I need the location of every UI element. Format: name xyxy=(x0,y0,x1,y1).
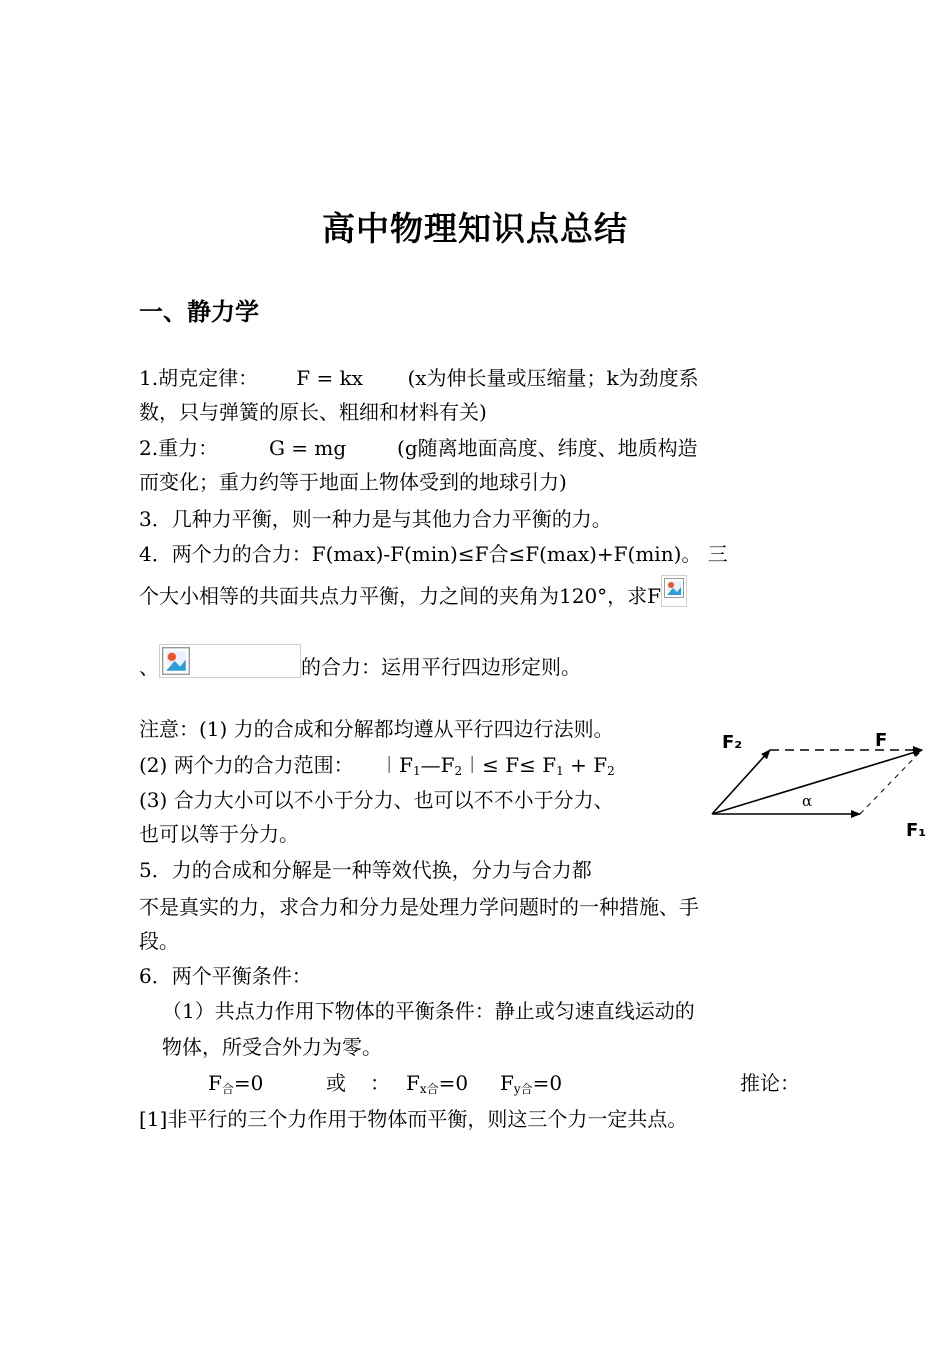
resultant-range-line-3 xyxy=(139,655,581,679)
note2-text-c: ︱≤ F≤ F xyxy=(462,753,557,777)
balance-condition-line-1: （1）共点力作用下物体的平衡条件：静止或匀速直线运动的 xyxy=(162,999,695,1023)
equation-fy xyxy=(500,1071,562,1101)
note-line-1: 注意：(1) 力的合成和分解都均遵从平行四边行法则。 xyxy=(139,717,614,741)
eq-fx-val: =0 xyxy=(438,1071,469,1095)
resultant-text: 个大小相等的共面共点力平衡，力之间的夹角为120°，求F xyxy=(139,584,662,608)
hooke-law-line-1: 1.胡克定律： F = kx (x为伸长量或压缩量；k为劲度系 xyxy=(139,366,699,390)
equation-f-net xyxy=(208,1071,263,1101)
balance-condition-line-2: 物体，所受合外力为零。 xyxy=(162,1035,382,1059)
subscript: y合 xyxy=(513,1082,533,1096)
gravity-line-2: 而变化；重力约等于地面上物体受到的地球引力) xyxy=(139,470,567,494)
subscript: 1 xyxy=(413,764,421,778)
subscript: 2 xyxy=(454,764,463,778)
subscript: x合 xyxy=(419,1082,439,1096)
eq-f-val: =0 xyxy=(233,1071,264,1095)
note2-text-b: —F xyxy=(420,753,455,777)
equation-fx xyxy=(406,1071,468,1101)
force-parallelogram-diagram xyxy=(700,722,940,847)
note2-text-d: + F xyxy=(563,753,608,777)
comma-text: 、 xyxy=(139,655,159,679)
decomposition-line-1: 5．力的合成和分解是一种等效代换，分力与合力都 xyxy=(139,858,592,882)
broken-image-icon xyxy=(159,644,301,678)
note-line-3: (3) 合力大小可以不小于分力、也可以不不小于分力、 xyxy=(139,788,614,812)
eq-fy-val: =0 xyxy=(532,1071,563,1095)
label-f: F xyxy=(875,730,888,751)
broken-image-icon xyxy=(661,575,687,607)
page-title: 高中物理知识点总结 xyxy=(322,209,628,248)
label-f1: F₁ xyxy=(906,820,927,841)
label-f2: F₂ xyxy=(722,732,743,753)
label-alpha: α xyxy=(802,792,813,810)
subscript: 2 xyxy=(607,764,615,778)
subscript: 合 xyxy=(221,1082,234,1096)
equilibrium-line: 3．几种力平衡，则一种力是与其他力合力平衡的力。 xyxy=(139,507,612,531)
equation-colon: ： xyxy=(370,1071,390,1095)
subscript: 1 xyxy=(556,764,564,778)
inference-line-1: [1]非平行的三个力作用于物体而平衡，则这三个力一定共点。 xyxy=(139,1107,688,1131)
eq-fx: F xyxy=(406,1071,420,1095)
decomposition-line-3: 段。 xyxy=(139,929,179,953)
section-heading-statics: 一、静力学 xyxy=(139,298,259,326)
balance-conditions-heading: 6．两个平衡条件： xyxy=(139,964,312,988)
note-line-4: 也可以等于分力。 xyxy=(139,822,299,846)
inference-label: 推论： xyxy=(740,1071,800,1095)
eq-f: F xyxy=(208,1071,222,1095)
gravity-line-1: 2.重力： G = mg (g随离地面高度、纬度、地质构造 xyxy=(139,436,698,460)
resultant-range-line-2 xyxy=(139,584,687,608)
eq-fy: F xyxy=(500,1071,514,1095)
note2-text-a: (2) 两个力的合力范围： ︱F xyxy=(139,753,413,777)
parallelogram-rule-text: 的合力：运用平行四边形定则。 xyxy=(301,655,581,679)
decomposition-line-2: 不是真实的力，求合力和分力是处理力学问题时的一种措施、手 xyxy=(139,895,699,919)
equation-or: 或 xyxy=(326,1071,346,1095)
resultant-range-line-1: 4．两个力的合力：F(max)-F(min)≤F合≤F(max)+F(min)。 三 xyxy=(139,542,728,566)
note-line-2 xyxy=(139,753,615,783)
hooke-law-line-2: 数，只与弹簧的原长、粗细和材料有关) xyxy=(139,400,487,424)
